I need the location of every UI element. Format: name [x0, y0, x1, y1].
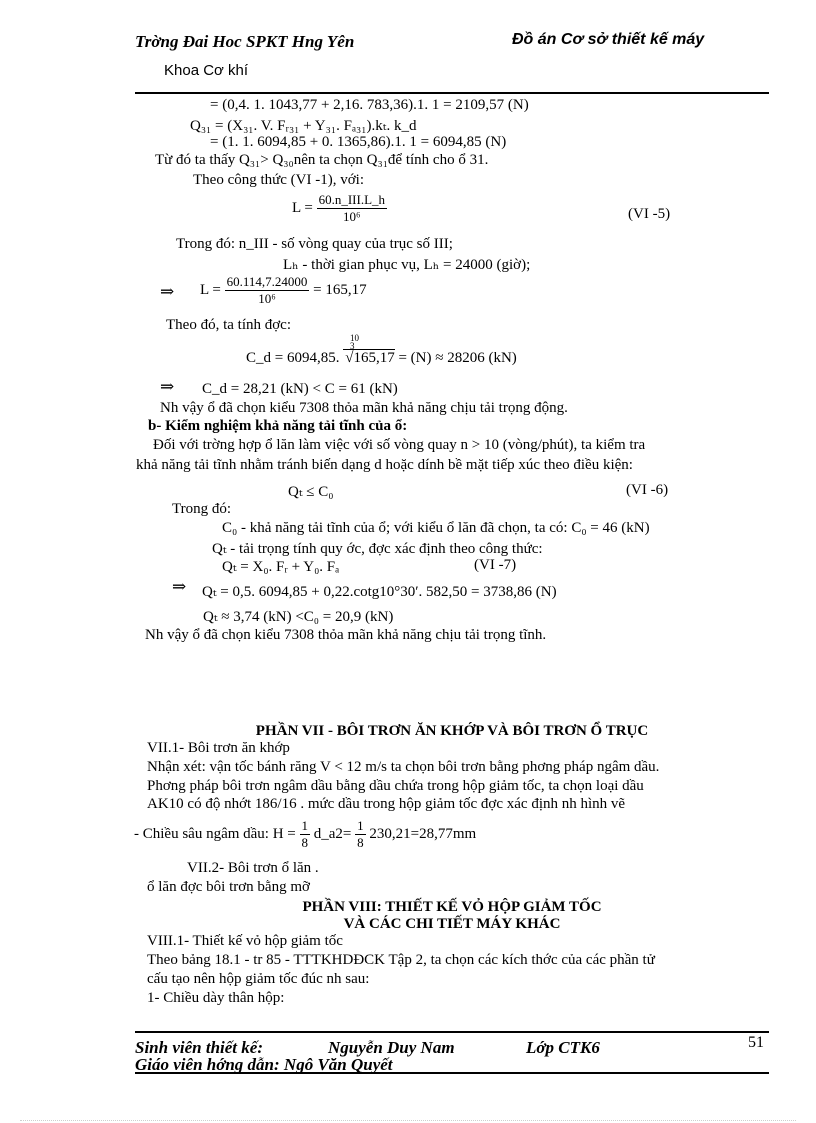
- result-line: C_d = 28,21 (kN) < C = 61 (kN): [202, 381, 398, 397]
- advisor: Giáo viên hớng dẫn: Ngô Văn Quyết: [135, 1055, 393, 1074]
- eq-right: 230,21=28,77mm: [369, 825, 477, 842]
- section-title: VÀ CÁC CHI TIẾT MÁY KHÁC: [343, 916, 561, 932]
- calc-line: = (0,4. 1. 1043,77 + 2,16. 783,36).1. 1 = 2109,57 (N): [210, 97, 529, 113]
- text-line: Theo công thức (VI -1), với:: [193, 172, 365, 188]
- designer-label: Sinh viên thiết kế:: [135, 1038, 263, 1057]
- equation-ref: (VI -6): [626, 482, 669, 498]
- formula: Qₜ = X₀. Fᵣ + Y₀. Fₐ: [222, 559, 340, 575]
- text-line: Đối với trờng hợp ổ lăn làm việc với số vòng quay n > 10 (vòng/phút), ta kiểm tra: [153, 437, 646, 453]
- equation-L: [292, 192, 387, 225]
- subheading: b- Kiểm nghiệm khả năng tải tĩnh của ổ:: [148, 418, 408, 434]
- section-subheading: VII.1- Bôi trơn ăn khớp: [147, 740, 290, 756]
- department: Khoa Cơ khí: [164, 62, 249, 79]
- fraction: [355, 818, 366, 851]
- school-name: Trờng Đai Hoc SPKT Hng Yên: [135, 32, 355, 51]
- section-subheading: VII.2- Bôi trơn ổ lăn .: [187, 860, 319, 876]
- designer-name: Nguyễn Duy Nam: [328, 1038, 455, 1057]
- paragraph-line: Nhận xét: vận tốc bánh răng V < 12 m/s ta chọn bôi trơn bằng phơng pháp ngâm dầu.: [147, 759, 660, 775]
- text-line: Trong đó: n_III - số vòng quay của trục số III;: [176, 236, 453, 252]
- page-edge: [20, 1120, 796, 1121]
- eq-right: = 165,17: [313, 281, 367, 298]
- section-subheading: VIII.1- Thiết kế vỏ hộp giảm tốc: [147, 933, 343, 949]
- text-line: khả năng tải tĩnh nhằm tránh biến dạng d hoặc dính bề mặt tiếp xúc theo điều kiện:: [136, 457, 633, 473]
- numerator: 60.n_III.L_h: [318, 192, 386, 207]
- denominator: 10⁶: [343, 209, 361, 224]
- footer-rule-top: [135, 1031, 769, 1033]
- eq-left: L =: [292, 199, 313, 216]
- paragraph-line: AK10 có độ nhớt 186/16 . mức dầu trong hộp giảm tốc đợc xác định nh hình vẽ: [147, 796, 626, 812]
- denominator: 8: [301, 835, 309, 850]
- paragraph-line: 1- Chiều dày thân hộp:: [147, 990, 285, 1006]
- implies-arrow: ⇒: [172, 577, 187, 596]
- eq-mid: d_a2=: [313, 825, 352, 842]
- implies-arrow: ⇒: [160, 377, 175, 396]
- eq-left: C_d = 6094,85.: [246, 350, 340, 366]
- result-line: Qₜ = 0,5. 6094,85 + 0,22.cotg10°30′. 582,50 = 3738,86 (N): [202, 584, 557, 600]
- footer-rule-bottom: [135, 1072, 769, 1074]
- text-line: Qₜ - tải trọng tính quy ớc, đợc xác định theo công thức:: [212, 541, 543, 557]
- radicand: √165,17: [345, 350, 395, 366]
- project-title: Đồ án Cơ sở thiết kế máy: [512, 31, 705, 48]
- denominator: 8: [357, 835, 364, 850]
- page-number: 51: [748, 1034, 764, 1051]
- eq-right: = (N) ≈ 28206 (kN): [398, 350, 517, 366]
- implies-arrow: ⇒: [160, 282, 175, 301]
- header-rule: [135, 92, 769, 94]
- paragraph-line: Phơng pháp bôi trơn ngâm dầu bằng dầu chứa trong hộp giảm tốc, ta chọn loại dầu: [147, 778, 644, 794]
- numerator: 60.114,7.24000: [226, 274, 308, 289]
- text-line: Nh vậy ổ đã chọn kiểu 7308 thỏa mãn khả năng chịu tải trọng tĩnh.: [145, 627, 547, 643]
- fraction: [300, 818, 311, 851]
- eq-left: - Chiều sâu ngâm dầu: H =: [134, 825, 296, 842]
- condition: Qₜ ≤ C₀: [288, 484, 334, 500]
- class-label: Lớp CTK6: [526, 1038, 600, 1057]
- denominator: 10⁶: [258, 291, 276, 306]
- equation-L-value: [200, 274, 367, 307]
- root-exponent: 10: [350, 333, 359, 343]
- section-title: PHẦN VIII: THIẾT KẾ VỎ HỘP GIẢM TỐC: [302, 899, 602, 915]
- text-line: Từ đó ta thấy Q₃₁> Q₃₀nên ta chọn Q₃₁để tính cho ổ 31.: [155, 152, 489, 168]
- equation-ref: (VI -5): [628, 206, 671, 222]
- paragraph-line: Theo bảng 18.1 - tr 85 - TTTKHDĐCK Tập 2, ta chọn các kích thớc của các phần tử: [147, 952, 655, 968]
- equation-Cd: [246, 350, 517, 367]
- root-index: 3: [350, 341, 355, 351]
- paragraph-line: cấu tạo nên hộp giảm tốc đúc nh sau:: [147, 971, 370, 987]
- section-title: PHẦN VII - BÔI TRƠN ĂN KHỚP VÀ BÔI TRƠN Ổ TRỤC: [255, 723, 649, 739]
- fraction: [225, 274, 310, 307]
- depth-formula: [134, 818, 476, 851]
- text-line: Trong đó:: [172, 501, 232, 517]
- eq-left: L =: [200, 281, 221, 298]
- paragraph-line: ổ lăn đợc bôi trơn bằng mỡ: [147, 879, 310, 895]
- text-line: Theo đó, ta tính đợc:: [166, 317, 291, 333]
- calc-line: = (1. 1. 6094,85 + 0. 1365,86).1. 1 = 6094,85 (N): [210, 134, 507, 150]
- numerator: 1: [301, 818, 309, 833]
- text-line: Lₕ - thời gian phục vụ, Lₕ = 24000 (giờ);: [283, 257, 531, 273]
- result-line: Qₜ ≈ 3,74 (kN) <C₀ = 20,9 (kN): [203, 609, 394, 625]
- numerator: 1: [357, 818, 364, 833]
- calc-line: Q₃₁ = (X₃₁. V. Fᵣ₃₁ + Y₃₁. Fₐ₃₁).kₜ. k_d: [190, 118, 417, 134]
- text-line: C₀ - khả năng tải tĩnh của ổ; với kiểu ổ lăn đã chọn, ta có: C₀ = 46 (kN): [222, 520, 650, 536]
- text-line: Nh vậy ổ đã chọn kiểu 7308 thỏa mãn khả năng chịu tải trọng động.: [160, 400, 568, 416]
- fraction: [317, 192, 387, 225]
- radicand-value: 165,17: [353, 350, 395, 366]
- equation-ref: (VI -7): [474, 557, 517, 573]
